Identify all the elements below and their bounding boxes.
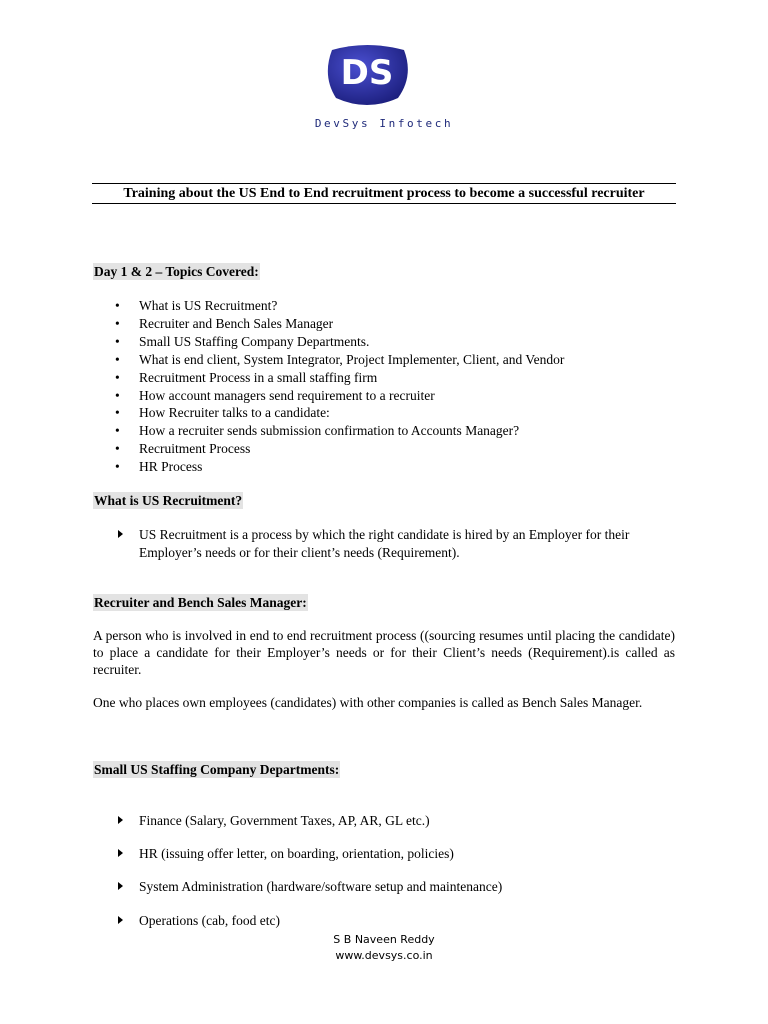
list-item: • Recruiter and Bench Sales Manager: [115, 315, 334, 331]
recruiter-bench-heading: Recruiter and Bench Sales Manager:: [94, 595, 307, 610]
list-item: • Recruitment Process in a small staffing firm: [115, 369, 378, 385]
footer-website[interactable]: www.devsys.co.in: [335, 949, 433, 962]
company-logo: [324, 42, 410, 106]
bullet-icon: •: [115, 423, 120, 439]
list-item: • Recruitment Process: [115, 441, 251, 457]
bullet-icon: •: [115, 351, 120, 367]
bullet-icon: •: [115, 333, 120, 349]
list-item: • How a recruiter sends submission confirmation to Accounts Manager?: [115, 423, 520, 439]
list-item: • HR Process: [115, 459, 203, 475]
us-recruitment-heading: What is US Recruitment?: [94, 493, 243, 508]
departments-heading: Small US Staffing Company Departments:: [94, 762, 340, 777]
logo-text: DS: [340, 53, 394, 93]
bullet-icon: •: [115, 441, 120, 457]
arrow-bullet-icon: [118, 816, 123, 824]
bullet-icon: •: [115, 315, 120, 331]
list-item: [118, 526, 678, 562]
bullet-icon: •: [115, 459, 120, 475]
list-item: • Small US Staffing Company Departments.: [115, 333, 370, 349]
bullet-icon: •: [115, 369, 120, 385]
arrow-bullet-icon: [118, 530, 123, 538]
footer-author: S B Naveen Reddy: [333, 933, 435, 946]
arrow-bullet-icon: [118, 882, 123, 890]
bullet-icon: •: [115, 298, 120, 313]
list-item: • What is end client, System Integrator, Project Implementer, Client, and Vendor: [115, 351, 565, 367]
document-title: Training about the US End to End recruitment process to become a successful recruiter: [92, 183, 676, 204]
day-topics-heading: Day 1 & 2 – Topics Covered:: [94, 264, 259, 279]
bench-sales-paragraph: One who places own employees (candidates) with other companies is called as Bench Sales Manager.: [93, 695, 643, 710]
list-item: Operations (cab, food etc): [118, 912, 678, 930]
us-recruitment-text: US Recruitment is a process by which the right candidate is hired by an Employer for their Employer’s needs or for their client’s needs (Requirement).: [139, 527, 630, 560]
bullet-icon: •: [115, 405, 120, 421]
bullet-icon: •: [115, 387, 120, 403]
arrow-bullet-icon: [118, 916, 123, 924]
topics-list: [115, 297, 564, 476]
recruiter-paragraph: A person who is involved in end to end recruitment process ((sourcing resumes until placing the candidate) to place a candidate for their Employer’s needs or for their Client’s needs (Requirement).is called as recruiter.: [93, 628, 675, 677]
list-item: • What is US Recruitment?: [115, 298, 278, 313]
arrow-bullet-icon: [118, 849, 123, 857]
list-item: Finance (Salary, Government Taxes, AP, AR, GL etc.): [118, 812, 678, 830]
list-item: • How Recruiter talks to a candidate:: [115, 405, 330, 421]
list-item: • How account managers send requirement to a recruiter: [115, 387, 435, 403]
company-name: DevSys Infotech: [314, 117, 454, 130]
list-item: HR (issuing offer letter, on boarding, orientation, policies): [118, 845, 678, 863]
list-item: System Administration (hardware/software setup and maintenance): [118, 878, 678, 896]
